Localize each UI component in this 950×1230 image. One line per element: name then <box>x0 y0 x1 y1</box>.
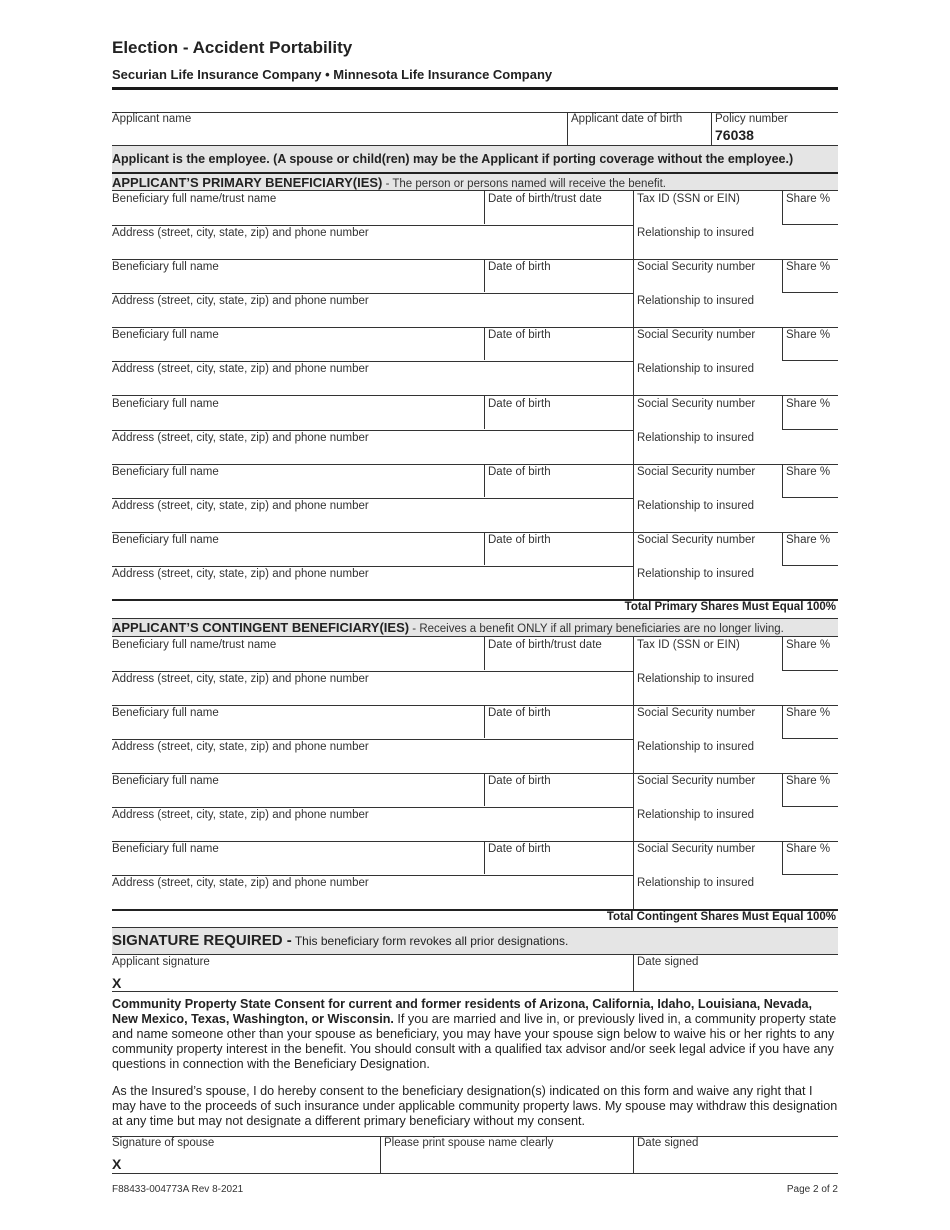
divider <box>782 670 838 671</box>
divider <box>112 361 633 362</box>
beneficiary-address-field-p3[interactable] <box>112 377 631 394</box>
divider <box>782 396 783 429</box>
applicant-dob-field[interactable] <box>571 127 711 145</box>
beneficiary-dob-label: Date of birth <box>488 261 551 273</box>
beneficiary-address-label: Address (street, city, state, zip) and phone number <box>112 227 369 239</box>
divider <box>112 636 838 637</box>
beneficiary-relationship-field-p3[interactable] <box>637 377 836 394</box>
divider <box>484 327 485 360</box>
beneficiary-address-label: Address (street, city, state, zip) and phone number <box>112 363 369 375</box>
divider <box>633 637 634 705</box>
beneficiary-ssn-label: Tax ID (SSN or EIN) <box>637 639 740 651</box>
beneficiary-share-label: Share % <box>786 398 831 410</box>
beneficiary-dob-field-p2[interactable] <box>488 275 631 292</box>
contingent-total-note: Total Contingent Shares Must Equal 100% <box>606 911 836 923</box>
beneficiary-relationship-field-p4[interactable] <box>637 446 836 463</box>
beneficiary-dob-label: Date of birth <box>488 707 551 719</box>
applicant-name-label: Applicant name <box>112 113 192 125</box>
beneficiary-dob-label: Date of birth/trust date <box>488 639 602 651</box>
divider <box>633 464 634 532</box>
beneficiary-ssn-field-p6[interactable] <box>637 548 780 565</box>
date-signed-label: Date signed <box>637 956 699 968</box>
applicant-name-field[interactable] <box>112 127 567 145</box>
beneficiary-dob-field-c4[interactable] <box>488 857 631 874</box>
divider <box>633 259 634 327</box>
divider <box>380 1136 381 1173</box>
divider <box>782 497 838 498</box>
page-title: Election - Accident Portability <box>112 38 353 57</box>
beneficiary-name-label: Beneficiary full name <box>112 398 219 410</box>
beneficiary-dob-field-p3[interactable] <box>488 343 631 360</box>
beneficiary-share-field-c1[interactable] <box>786 653 836 670</box>
divider <box>633 532 634 600</box>
beneficiary-ssn-field-p5[interactable] <box>637 480 780 497</box>
policy-number-value[interactable]: 76038 <box>715 127 754 143</box>
divider <box>484 773 485 806</box>
divider <box>782 565 838 566</box>
beneficiary-address-label: Address (street, city, state, zip) and phone number <box>112 809 369 821</box>
spouse-name-field[interactable] <box>384 1151 630 1171</box>
divider <box>112 875 633 876</box>
divider <box>633 396 634 464</box>
beneficiary-relationship-field-c1[interactable] <box>637 687 836 704</box>
beneficiary-share-label: Share % <box>786 707 831 719</box>
date-signed-field[interactable] <box>637 970 837 990</box>
beneficiary-ssn-field-c2[interactable] <box>637 721 780 738</box>
beneficiary-share-label: Share % <box>786 534 831 546</box>
divider <box>782 806 838 807</box>
beneficiary-address-field-p5[interactable] <box>112 514 631 531</box>
primary-total-note: Total Primary Shares Must Equal 100% <box>624 601 836 613</box>
beneficiary-ssn-label: Social Security number <box>637 261 756 273</box>
divider <box>782 292 838 293</box>
spouse-signature-x: X <box>112 1156 122 1172</box>
divider <box>782 360 838 361</box>
beneficiary-name-field-p4[interactable] <box>112 412 482 429</box>
beneficiary-ssn-label: Social Security number <box>637 466 756 478</box>
beneficiary-name-label: Beneficiary full name <box>112 261 219 273</box>
beneficiary-ssn-label: Social Security number <box>637 707 756 719</box>
divider <box>112 773 838 774</box>
divider <box>567 112 568 145</box>
beneficiary-dob-field-p4[interactable] <box>488 412 631 429</box>
beneficiary-address-field-p1[interactable] <box>112 241 631 258</box>
divider <box>112 532 838 533</box>
divider <box>711 112 712 145</box>
divider <box>782 464 783 497</box>
beneficiary-share-field-p2[interactable] <box>786 275 836 292</box>
beneficiary-name-field-c3[interactable] <box>112 789 482 806</box>
beneficiary-share-label: Share % <box>786 843 831 855</box>
divider <box>484 637 485 670</box>
beneficiary-name-field-p1[interactable] <box>112 207 482 224</box>
beneficiary-share-field-p1[interactable] <box>786 207 836 224</box>
beneficiary-relationship-label: Relationship to insured <box>637 363 754 375</box>
beneficiary-name-label: Beneficiary full name <box>112 775 219 787</box>
beneficiary-address-label: Address (street, city, state, zip) and phone number <box>112 673 369 685</box>
beneficiary-name-label: Beneficiary full name <box>112 466 219 478</box>
divider <box>112 464 838 465</box>
beneficiary-share-label: Share % <box>786 639 831 651</box>
beneficiary-share-label: Share % <box>786 329 831 341</box>
beneficiary-dob-field-c1[interactable] <box>488 653 631 670</box>
beneficiary-relationship-field-p2[interactable] <box>637 309 836 326</box>
company-names: Securian Life Insurance Company • Minnesota Life Insurance Company <box>112 67 553 82</box>
divider <box>633 773 634 841</box>
divider <box>112 991 838 992</box>
beneficiary-dob-label: Date of birth/trust date <box>488 193 602 205</box>
beneficiary-name-field-p5[interactable] <box>112 480 482 497</box>
beneficiary-relationship-label: Relationship to insured <box>637 295 754 307</box>
divider <box>782 532 783 565</box>
divider <box>782 429 838 430</box>
divider <box>782 841 783 874</box>
divider <box>484 259 485 292</box>
divider <box>633 191 634 259</box>
beneficiary-name-field-c4[interactable] <box>112 857 482 874</box>
beneficiary-share-field-p3[interactable] <box>786 343 836 360</box>
beneficiary-ssn-field-c3[interactable] <box>637 789 780 806</box>
spouse-signature-label: Signature of spouse <box>112 1137 215 1149</box>
beneficiary-relationship-field-c4[interactable] <box>637 891 836 908</box>
beneficiary-name-field-p2[interactable] <box>112 275 482 292</box>
beneficiary-ssn-label: Social Security number <box>637 398 756 410</box>
beneficiary-share-field-c3[interactable] <box>786 789 836 806</box>
beneficiary-name-field-c1[interactable] <box>112 653 482 670</box>
divider <box>484 191 485 224</box>
beneficiary-relationship-field-c2[interactable] <box>637 755 836 772</box>
form-id: F88433-004773A Rev 8-2021 <box>112 1184 244 1195</box>
beneficiary-address-label: Address (street, city, state, zip) and phone number <box>112 500 369 512</box>
beneficiary-dob-label: Date of birth <box>488 843 551 855</box>
spouse-date-signed-field[interactable] <box>637 1151 837 1171</box>
beneficiary-relationship-label: Relationship to insured <box>637 809 754 821</box>
divider <box>633 954 634 991</box>
beneficiary-address-label: Address (street, city, state, zip) and phone number <box>112 568 369 580</box>
beneficiary-ssn-label: Social Security number <box>637 534 756 546</box>
divider <box>782 773 783 806</box>
beneficiary-relationship-field-c3[interactable] <box>637 823 836 840</box>
divider <box>112 190 838 191</box>
beneficiary-name-field-p6[interactable] <box>112 548 482 565</box>
divider <box>484 464 485 497</box>
beneficiary-dob-label: Date of birth <box>488 775 551 787</box>
beneficiary-address-label: Address (street, city, state, zip) and phone number <box>112 741 369 753</box>
divider <box>112 498 633 499</box>
beneficiary-address-field-c2[interactable] <box>112 755 631 772</box>
beneficiary-relationship-label: Relationship to insured <box>637 673 754 685</box>
beneficiary-name-label: Beneficiary full name <box>112 843 219 855</box>
beneficiary-address-label: Address (street, city, state, zip) and phone number <box>112 432 369 444</box>
divider <box>112 566 633 567</box>
beneficiary-dob-label: Date of birth <box>488 329 551 341</box>
divider <box>112 395 838 396</box>
signature-heading: SIGNATURE REQUIRED - This beneficiary form revokes all prior designations. <box>112 932 569 949</box>
beneficiary-dob-field-p6[interactable] <box>488 548 631 565</box>
applicant-signature-field[interactable] <box>130 970 630 990</box>
beneficiary-relationship-field-p1[interactable] <box>637 241 836 258</box>
divider <box>633 841 634 909</box>
divider <box>782 705 783 738</box>
beneficiary-share-label: Share % <box>786 261 831 273</box>
divider <box>782 259 783 292</box>
divider <box>782 327 783 360</box>
beneficiary-share-field-p4[interactable] <box>786 412 836 429</box>
divider <box>112 225 633 226</box>
beneficiary-share-field-c2[interactable] <box>786 721 836 738</box>
beneficiary-relationship-label: Relationship to insured <box>637 432 754 444</box>
divider <box>782 738 838 739</box>
beneficiary-dob-field-p1[interactable] <box>488 207 631 224</box>
beneficiary-name-label: Beneficiary full name/trust name <box>112 193 277 205</box>
divider <box>112 705 838 706</box>
beneficiary-ssn-label: Tax ID (SSN or EIN) <box>637 193 740 205</box>
spouse-date-signed-label: Date signed <box>637 1137 699 1149</box>
beneficiary-relationship-label: Relationship to insured <box>637 568 754 580</box>
beneficiary-address-field-c3[interactable] <box>112 823 631 840</box>
beneficiary-address-field-p4[interactable] <box>112 446 631 463</box>
beneficiary-dob-field-c2[interactable] <box>488 721 631 738</box>
beneficiary-ssn-field-p1[interactable] <box>637 207 780 224</box>
divider <box>112 293 633 294</box>
beneficiary-ssn-field-p4[interactable] <box>637 412 780 429</box>
beneficiary-address-field-p6[interactable] <box>112 582 631 599</box>
divider <box>633 705 634 773</box>
divider <box>112 327 838 328</box>
beneficiary-address-field-c4[interactable] <box>112 891 631 908</box>
beneficiary-share-label: Share % <box>786 775 831 787</box>
beneficiary-relationship-label: Relationship to insured <box>637 877 754 889</box>
beneficiary-share-label: Share % <box>786 193 831 205</box>
divider <box>782 874 838 875</box>
beneficiary-name-label: Beneficiary full name <box>112 534 219 546</box>
applicant-dob-label: Applicant date of birth <box>571 113 683 125</box>
beneficiary-ssn-label: Social Security number <box>637 329 756 341</box>
beneficiary-share-field-c4[interactable] <box>786 857 836 874</box>
divider <box>782 637 783 670</box>
applicant-signature-label: Applicant signature <box>112 956 210 968</box>
policy-number-label: Policy number <box>715 113 788 125</box>
divider <box>112 954 838 955</box>
beneficiary-name-label: Beneficiary full name <box>112 329 219 341</box>
beneficiary-address-label: Address (street, city, state, zip) and phone number <box>112 877 369 889</box>
divider <box>484 705 485 738</box>
divider <box>633 1136 634 1173</box>
spouse-signature-field[interactable] <box>130 1151 378 1171</box>
primary-heading: APPLICANT’S PRIMARY BENEFICIARY(IES) - The person or persons named will receive the benefit. <box>112 175 666 190</box>
beneficiary-share-label: Share % <box>786 466 831 478</box>
beneficiary-relationship-field-p5[interactable] <box>637 514 836 531</box>
divider <box>112 739 633 740</box>
beneficiary-address-label: Address (street, city, state, zip) and phone number <box>112 295 369 307</box>
divider <box>484 841 485 874</box>
divider <box>112 807 633 808</box>
beneficiary-share-field-p5[interactable] <box>786 480 836 497</box>
spouse-consent-statement: As the Insured’s spouse, I do hereby consent to the beneficiary designation(s) indicated on this form and waive any right that I may have to the proceeds of such insurance under applicable community property laws. My spouse may withdraw this designation at any time but may not designate a different primary beneficiary without my consent. <box>112 1084 838 1128</box>
divider <box>112 841 838 842</box>
beneficiary-ssn-field-p3[interactable] <box>637 343 780 360</box>
beneficiary-name-field-c2[interactable] <box>112 721 482 738</box>
beneficiary-ssn-field-c1[interactable] <box>637 653 780 670</box>
beneficiary-dob-label: Date of birth <box>488 534 551 546</box>
contingent-heading: APPLICANT’S CONTINGENT BENEFICIARY(IES) - Receives a benefit ONLY if all primary beneficiaries are no longer living. <box>112 620 784 635</box>
header-rule <box>112 87 838 90</box>
divider <box>484 532 485 565</box>
divider <box>633 327 634 395</box>
divider <box>112 430 633 431</box>
beneficiary-share-field-p6[interactable] <box>786 548 836 565</box>
beneficiary-ssn-label: Social Security number <box>637 775 756 787</box>
beneficiary-name-label: Beneficiary full name <box>112 707 219 719</box>
divider <box>782 224 838 225</box>
beneficiary-relationship-label: Relationship to insured <box>637 500 754 512</box>
beneficiary-ssn-label: Social Security number <box>637 843 756 855</box>
beneficiary-ssn-field-c4[interactable] <box>637 857 780 874</box>
spouse-name-label: Please print spouse name clearly <box>384 1137 554 1149</box>
beneficiary-ssn-field-p2[interactable] <box>637 275 780 292</box>
divider <box>112 259 838 260</box>
beneficiary-relationship-label: Relationship to insured <box>637 227 754 239</box>
beneficiary-dob-label: Date of birth <box>488 398 551 410</box>
beneficiary-name-field-p3[interactable] <box>112 343 482 360</box>
beneficiary-dob-field-p5[interactable] <box>488 480 631 497</box>
divider <box>782 191 783 224</box>
applicant-note: Applicant is the employee. (A spouse or child(ren) may be the Applicant if porting coverage without the employee.) <box>112 152 794 166</box>
divider <box>112 671 633 672</box>
beneficiary-relationship-label: Relationship to insured <box>637 741 754 753</box>
beneficiary-dob-label: Date of birth <box>488 466 551 478</box>
community-property-consent: Community Property State Consent for current and former residents of Arizona, California, Idaho, Louisiana, Nevada, New Mexico, Texas, Washington, or Wisconsin. If you are married and live in, or previously lived in, a community property state and name someone other than your spouse as beneficiary, you may have your spouse sign below to waive his or her rights to any community property interest in the benefit. You should consult with a qualified tax advisor and/or seek legal advice if you have any questions in connection with the Beneficiary Designation. <box>112 997 837 1071</box>
page-number: Page 2 of 2 <box>786 1184 838 1195</box>
divider <box>112 1173 838 1174</box>
beneficiary-name-label: Beneficiary full name/trust name <box>112 639 277 651</box>
beneficiary-address-field-c1[interactable] <box>112 687 631 704</box>
divider <box>484 396 485 429</box>
beneficiary-address-field-p2[interactable] <box>112 309 631 326</box>
beneficiary-dob-field-c3[interactable] <box>488 789 631 806</box>
applicant-signature-x: X <box>112 975 122 991</box>
beneficiary-relationship-field-p6[interactable] <box>637 582 836 599</box>
